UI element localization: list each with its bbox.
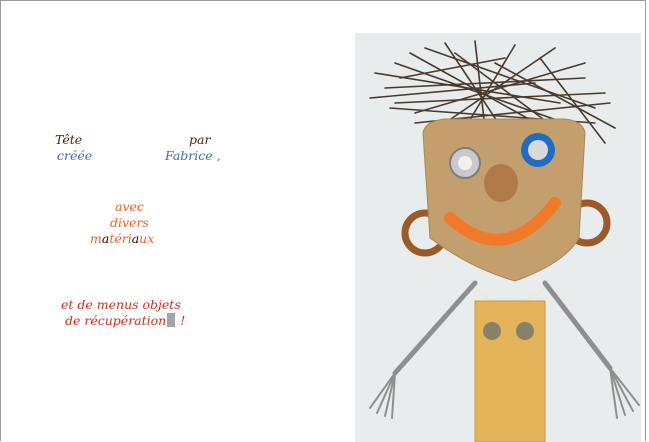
text-author-name: Fabrice xyxy=(165,148,213,163)
text-cursor-highlight[interactable] xyxy=(167,313,175,327)
eye-left-center xyxy=(458,156,472,170)
text-materiaux-part: téri xyxy=(109,231,132,246)
text-menus-objets: et de menus objets xyxy=(61,297,181,312)
text-author-comma: , xyxy=(212,148,221,163)
text-divers: divers xyxy=(110,215,149,230)
text-author-line xyxy=(165,148,221,164)
text-materiaux-part: a xyxy=(101,231,110,246)
text-materiaux xyxy=(90,231,154,247)
eye-right-center xyxy=(528,140,548,160)
text-recuperation-line xyxy=(65,313,185,329)
button-left xyxy=(483,322,501,340)
text-word-creee: créée xyxy=(57,148,93,163)
text-exclamation: ! xyxy=(176,313,186,328)
text-word-tete: Tête xyxy=(55,132,83,147)
text-materiaux-part: ux xyxy=(139,231,155,246)
text-word-par: par xyxy=(189,132,211,147)
text-materiaux-part: m xyxy=(90,231,102,246)
wood-body xyxy=(475,301,545,442)
photo-illustration xyxy=(355,33,641,442)
text-recuperation: de récupération xyxy=(65,313,167,328)
nose-cork xyxy=(484,164,518,202)
text-avec: avec xyxy=(115,199,144,214)
text-materiaux-part: a xyxy=(131,231,140,246)
button-right xyxy=(516,322,534,340)
photo-assemblage-head[interactable] xyxy=(355,33,641,442)
